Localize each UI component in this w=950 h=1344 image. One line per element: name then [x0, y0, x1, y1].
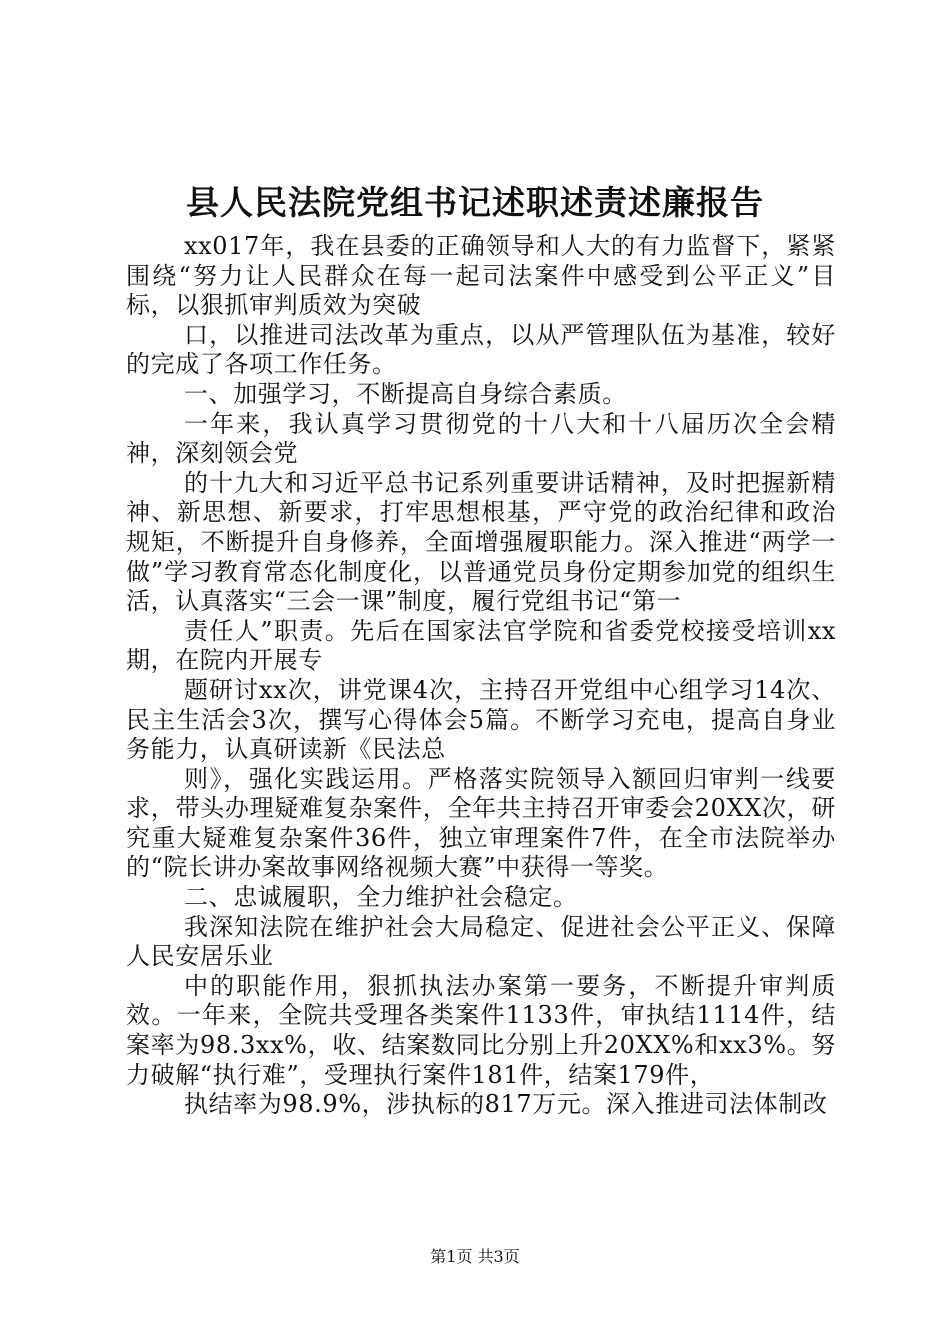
paragraph: 口，以推进司法改革为重点，以从严管理队伍为基准，较好的完成了各项工作任务。 [126, 320, 836, 379]
paragraph: 的十九大和习近平总书记系列重要讲话精神，及时把握新精神、新思想、新要求，打牢思想根基，严守党的政治纪律和政治规矩，不断提升自身修养，全面增强履职能力。深入推进“两学一做”学习教育常态化制度化，以普通党员身份定期参加党的组织生活，认真落实“三会一课”制度，履行党组书记“第一 [126, 468, 836, 616]
paragraph: 则》，强化实践运用。严格落实院领导入额回归审判一线要求，带头办理疑难复杂案件，全年共主持召开审委会20XX次，研究重大疑难复杂案件36件，独立审理案件7件，在全市法院举办的“院长讲办案故事网络视频大赛”中获得一等奖。 [126, 764, 836, 882]
document-title: 县人民法院党组书记述职述责述廉报告 [186, 183, 764, 222]
paragraph: 一年来，我认真学习贯彻党的十八大和十八届历次全会精神，深刻领会党 [126, 409, 836, 468]
paragraph: 我深知法院在维护社会大局稳定、促进社会公平正义、保障人民安居乐业 [126, 912, 836, 971]
section-heading: 一、加强学习，不断提高自身综合素质。 [184, 379, 627, 408]
section-heading: 二、忠诚履职，全力维护社会稳定。 [184, 883, 578, 912]
document-body [126, 232, 836, 1120]
paragraph: 责任人”职责。先后在国家法官学院和省委党校接受培训xx期，在院内开展专 [126, 616, 836, 675]
paragraph: xx017年，我在县委的正确领导和人大的有力监督下，紧紧围绕“努力让人民群众在每一起司法案件中感受到公平正义”目标，以狠抓审判质效为突破 [126, 232, 836, 320]
paragraph: 题研讨xx次，讲党课4次，主持召开党组中心组学习14次、民主生活会3次，撰写心得体会5篇。不断学习充电，提高自身业务能力，认真研读新《民法总 [126, 675, 836, 764]
paragraph: 中的职能作用，狠抓执法办案第一要务，不断提升审判质效。一年来，全院共受理各类案件1133件，审执结1114件，结案率为98.3xx%，收、结案数同比分别上升20XX%和xx3%。努力破解“执行难”，受理执行案件181件，结案179件， [126, 971, 836, 1089]
paragraph: 执结率为98.9%，涉执标的817万元。深入推进司法体制改 [184, 1090, 828, 1119]
page-number-footer: 第1页 共3页 [430, 1247, 520, 1266]
